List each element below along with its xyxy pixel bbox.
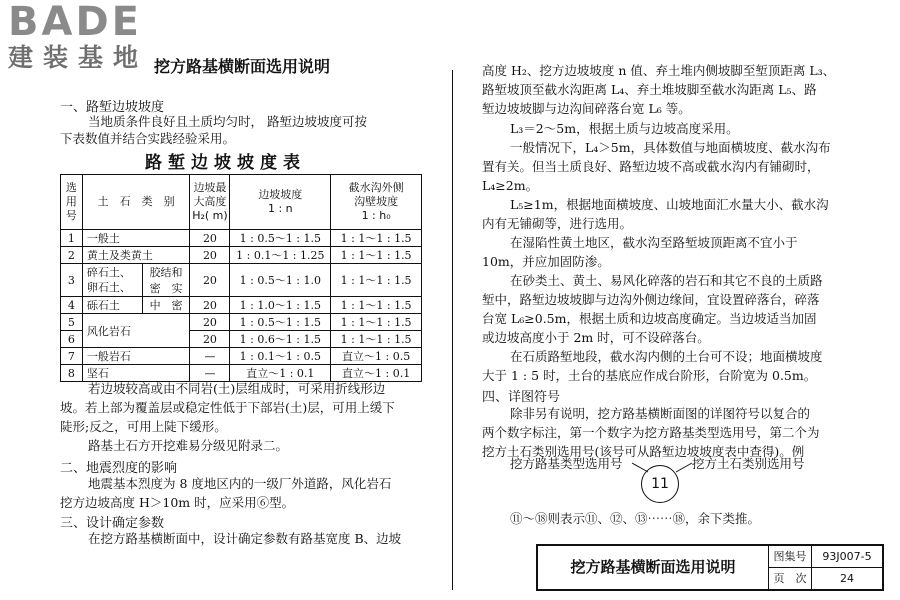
right-p5-line2: 堑中，路堑边坡坡脚与边沟外侧边缘间，宜设置碎落台，碎落 <box>482 292 820 307</box>
set-label: 图集号 <box>769 546 812 567</box>
table-row: 3 碎石土、 卵石土、 胶结和 20 1 : 0.5～1 : 1.0 1 : 1～1 : 1.5 <box>61 264 422 281</box>
right-p5-line1: 在砂类土、黄土、易风化碎落的岩石和其它不良的土质路 <box>510 273 823 288</box>
table-row: 密 实 <box>61 280 422 297</box>
right-p2-line2: 置有关。但当土质良好、路堑边坡不高或截水沟内有铺砌时， <box>482 159 820 174</box>
right-p4-line2: 10m，并应加固防渗。 <box>482 254 610 269</box>
title-block-title: 挖方路基横断面选用说明 <box>538 546 769 589</box>
right-p3-line2: 内有无铺砌等，进行选用。 <box>482 216 633 231</box>
right-p6-line2: 大于 1 : 5 时，土台的基底应作成台阶形，台阶宽为 0.5m。 <box>482 368 817 383</box>
table-row: 8 坚石 — 直立～1 : 0.1 直立～1 : 0.1 <box>61 365 422 382</box>
section4-heading: 四、详图符号 <box>482 390 561 405</box>
right-p7-line3: 挖方土石类别选用号(该号可从路堑边坡坡度表中查得)。例 <box>482 444 805 459</box>
section2-heading: 二、地震烈度的影响 <box>60 461 178 476</box>
table-row: 6 20 1 : 0.6～1 : 1.5 1 : 1～1 : 1.5 <box>61 331 422 348</box>
section1-after-line4: 路基土石方开挖难易分级见附录二。 <box>88 438 289 453</box>
header-soil: 土 石 类 别 <box>82 175 190 230</box>
logo-wordmark: BADE <box>8 0 142 45</box>
section1-intro-line2: 下表数值并结合实践经验采用。 <box>60 131 236 146</box>
title-block-set-row <box>769 546 882 568</box>
header-height: 边坡最 大高度 H₂( m) <box>190 175 230 230</box>
section2-line2: 挖方边坡高度 H＞10m 时，应采用⑥型。 <box>60 495 295 510</box>
right-p7-line1: 除非另有说明，挖方路基横断面图的详图符号以复合的 <box>510 406 811 421</box>
right-p3-line1: L₅≥1m，根据地面横坡度、山坡地面汇水量大小、截水沟 <box>510 197 829 212</box>
slope-table <box>60 174 422 382</box>
right-p2-line1: 一般情况下，L₄＞5m，具体数值与地面横坡度、截水沟布 <box>510 140 831 155</box>
right-p4-line1: 在湿陷性黄土地区，截水沟至路堑坡顶距离不宜小于 <box>510 235 798 250</box>
title-block <box>536 544 884 591</box>
logo-subtitle: 建装基地 <box>8 43 149 72</box>
table-row: 2 黄土及类黄土 20 1 : 0.1～1 : 1.25 1 : 1～1 : 1.5 <box>61 247 422 264</box>
table-row: 7 一般岩石 — 1 : 0.1～1 : 0.5 直立～1 : 0.5 <box>61 348 422 365</box>
page-title: 挖方路基横断面选用说明 <box>154 57 331 76</box>
table-header-row <box>61 175 422 230</box>
set-value: 93J007-5 <box>822 550 872 563</box>
column-divider <box>452 70 453 590</box>
symbol-label-right: 挖方土石类别选用号 <box>692 456 805 471</box>
table-row: 1 一般土 20 1 : 0.5～1 : 1.5 1 : 1～1 : 1.5 <box>61 230 422 247</box>
section1-intro-line1: 当地质条件良好且土质均匀时， 路堑边坡坡度可按 <box>88 114 367 129</box>
right-cont-line2: 路堑坡顶至截水沟距离 L₄、弃土堆坡脚至截水沟距离 L₅、路 <box>482 82 817 97</box>
right-p7-line2: 两个数字标注，第一个数字为挖方路基类型选用号，第二个为 <box>482 425 820 440</box>
brand-logo <box>8 2 148 72</box>
right-p6-line1: 在石质路堑地段，截水沟内侧的土台可不设；地面横坡度 <box>510 349 823 364</box>
right-cont-line3: 堑边坡坡脚与边沟间碎落台宽 L₆ 等。 <box>482 101 691 116</box>
section3-heading: 三、设计确定参数 <box>60 516 165 531</box>
page-value: 24 <box>840 572 854 585</box>
title-block-page-row <box>769 568 882 589</box>
right-p5-line4: 或边坡高度小于 2m 时，可不设碎落台。 <box>482 330 710 345</box>
right-p1: L₃＝2～5m，根据土质与边坡高度采用。 <box>510 121 739 136</box>
right-p2-line3: L₄≥2m。 <box>482 178 539 193</box>
header-ditch: 截水沟外侧 沟壁坡度 1 : h₀ <box>331 175 422 230</box>
table-row: 4 砾石土 中 密 20 1 : 1.0～1 : 1.5 1 : 1～1 : 1.5 <box>61 297 422 314</box>
table-row: 5 风化岩石 20 1 : 0.5～1 : 1.5 1 : 1～1 : 1.5 <box>61 314 422 331</box>
section1-heading: 一、路堑边坡坡度 <box>60 100 165 115</box>
detail-symbol-circle: 11 <box>641 465 679 503</box>
section1-after-line2: 坡。若上部为覆盖层或稳定性低于下部岩(土)层，可用上缓下 <box>60 400 395 415</box>
table-title: 路堑边坡坡度表 <box>145 153 306 173</box>
header-no: 选 用 号 <box>61 175 83 230</box>
symbol-range-note: ⑪～⑱则表示⑪、⑫、⑬⋯⋯⑱，余下类推。 <box>510 511 761 526</box>
section3-line: 在挖方路基横断面中，设计确定参数有路基宽度 B、边坡 <box>88 531 402 546</box>
right-cont-line1: 高度 H₂、挖方边坡坡度 n 值、弃土堆内侧坡脚至堑顶距离 L₃、 <box>482 63 836 78</box>
right-p5-line3: 台宽 L₆≥0.5m，根据土质和边坡高度确定。当边坡适当加固 <box>482 311 817 326</box>
symbol-label-left: 挖方路基类型选用号 <box>510 456 623 471</box>
section2-line1: 地震基本烈度为 8 度地区内的一级厂外道路，风化岩石 <box>88 476 392 491</box>
section1-after-line3: 陡形;反之，可用上陡下缓形。 <box>60 419 227 434</box>
page-label: 页 次 <box>769 568 812 589</box>
section1-after-line1: 若边坡较高或由不同岩(土)层组成时，可采用折线形边 <box>88 381 386 396</box>
header-slope: 边坡坡度 1 : n <box>230 175 331 230</box>
